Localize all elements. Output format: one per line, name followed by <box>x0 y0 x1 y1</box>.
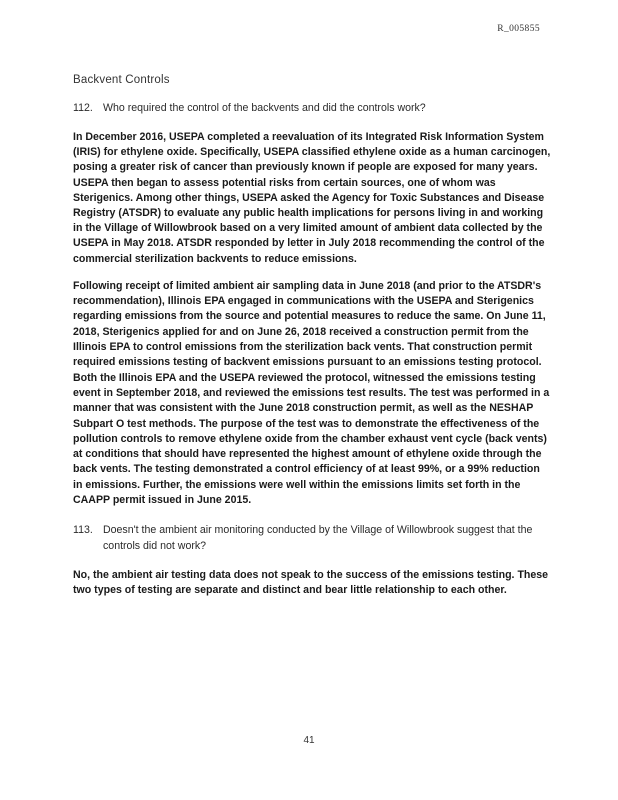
question-number: 112. <box>73 102 93 114</box>
question-text: Who required the control of the backvents and did the controls work? <box>103 102 426 114</box>
answer-paragraph: No, the ambient air testing data does not speak to the success of the emissions testing. These two types of testing are separate and distinct and bear little relationship to each other. <box>73 569 549 597</box>
page-content <box>73 74 551 611</box>
question-113 <box>73 522 551 554</box>
answer-paragraph: Following receipt of limited ambient air sampling data in June 2018 (and prior to the ATSDR's recommendation), Illinois EPA engaged in communications with the USEPA and Sterigenics regarding emissions from the source and potential measures to reduce the same. On June 11, 2018, Sterigenics applied for and on June 26, 2018 received a construction permit from the Illinois EPA to control emissions from the sterilization back vents. That construction permit required emissions testing of backvent emissions pursuant to an emissions testing protocol. Both the Illinois EPA and the USEPA reviewed the protocol, witnessed the emissions testing event in September 2018, and reviewed the emissions test results. The test was performed in a manner that was consistent with the June 2018 construction permit, as well as the NESHAP Subpart O test methods. The purpose of the test was to demonstrate the effectiveness of the pollution controls to remove ethylene oxide from the chamber exhaust vent cycle (back vents) at conditions that should have represented the highest amount of ethylene oxide through the back vents. The testing demonstrated a control efficiency of at least 99%, or a 99% reduction in emissions. Further, the emissions were well within the emissions limits set forth in the CAAPP permit issued in June 2015. <box>73 279 550 506</box>
bates-number: R_005855 <box>497 24 540 34</box>
question-number: 113. <box>73 524 93 537</box>
section-title: Backvent Controls <box>73 74 170 86</box>
page-number: 41 <box>303 735 315 746</box>
question-text: Doesn't the ambient air monitoring conducted by the Village of Willowbrook suggest that the controls did not work? <box>103 524 533 553</box>
answer-paragraph: In December 2016, USEPA completed a reevaluation of its Integrated Risk Information System (IRIS) for ethylene oxide. Specifically, USEPA classified ethylene oxide as a human carcinogen, posing a greater risk of cancer than previously known if people are exposed for many years. USEPA then began to assess potential risks from certain sources, one of whom was Sterigenics. Among other things, USEPA asked the Agency for Toxic Substances and Disease Registry (ATSDR) to evaluate any public health implications for persons living in and working in the Village of Willowbrook based on a very limited amount of ambient data collected by the USEPA in May 2018. ATSDR responded by letter in July 2018 recommending the control of the commercial sterilization backvents to reduce emissions. <box>73 131 551 265</box>
question-112 <box>73 100 551 116</box>
